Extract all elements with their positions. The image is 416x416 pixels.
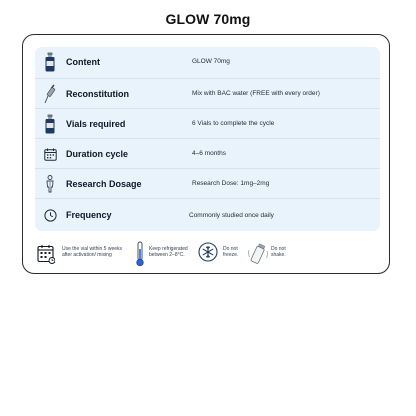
row-label: Duration cycle bbox=[66, 149, 129, 159]
footer-item-use-within bbox=[37, 241, 137, 269]
vial-icon bbox=[42, 109, 58, 139]
table-row-frequency bbox=[35, 198, 380, 231]
footer-text-line2: freeze. bbox=[223, 252, 239, 258]
thermometer-icon bbox=[135, 241, 145, 272]
table-row-research-dosage bbox=[35, 168, 380, 198]
footer-text bbox=[271, 246, 286, 258]
calendar-grid-icon bbox=[37, 244, 55, 269]
footer-item-no-shake bbox=[247, 241, 307, 269]
footer-text bbox=[62, 246, 122, 258]
calendar-icon bbox=[42, 139, 58, 169]
person-icon bbox=[42, 169, 58, 199]
row-label: Frequency bbox=[66, 210, 112, 220]
no-shake-icon bbox=[247, 241, 269, 272]
footer-text-line1: Do not bbox=[223, 246, 238, 252]
footer-text-line1: Use the vial within 5 weeks bbox=[62, 246, 123, 252]
footer-text bbox=[149, 246, 188, 258]
snowflake-icon bbox=[198, 242, 218, 267]
row-label: Content bbox=[66, 57, 100, 67]
row-label: Vials required bbox=[66, 119, 126, 129]
info-card bbox=[22, 34, 390, 274]
table-row-reconstitution bbox=[35, 78, 380, 108]
footer-text-line1: Keep refrigerated bbox=[149, 246, 188, 252]
footer-text-line2: shake. bbox=[271, 252, 286, 258]
row-label: Research Dosage bbox=[66, 179, 142, 189]
vial-icon bbox=[42, 47, 58, 77]
row-value: Research Dose: 1mg–2mg bbox=[192, 180, 270, 187]
row-value: Commonly studied once daily bbox=[189, 212, 274, 219]
footer-item-no-freeze bbox=[198, 241, 254, 269]
footer-item-refrigerate bbox=[135, 241, 199, 269]
footer-text-line2: after activation/ mixing bbox=[62, 252, 112, 258]
row-value: 4–6 months bbox=[192, 150, 226, 157]
row-value: 6 Vials to complete the cycle bbox=[192, 120, 275, 127]
table-row-content bbox=[35, 47, 380, 77]
footer-text-line2: between 2–8°C. bbox=[149, 252, 185, 258]
info-table bbox=[35, 47, 380, 231]
clock-icon bbox=[42, 199, 58, 231]
row-value: Mix with BAC water (FREE with every order) bbox=[192, 90, 320, 97]
syringe-icon bbox=[42, 79, 58, 109]
row-value: GLOW 70mg bbox=[192, 58, 230, 65]
row-label: Reconstitution bbox=[66, 89, 129, 99]
page-title: GLOW 70mg bbox=[165, 11, 251, 27]
storage-footer bbox=[35, 241, 380, 269]
table-row-duration-cycle bbox=[35, 138, 380, 168]
table-row-vials-required bbox=[35, 108, 380, 138]
footer-text-line1: Do not bbox=[271, 246, 286, 252]
footer-text bbox=[223, 246, 238, 258]
